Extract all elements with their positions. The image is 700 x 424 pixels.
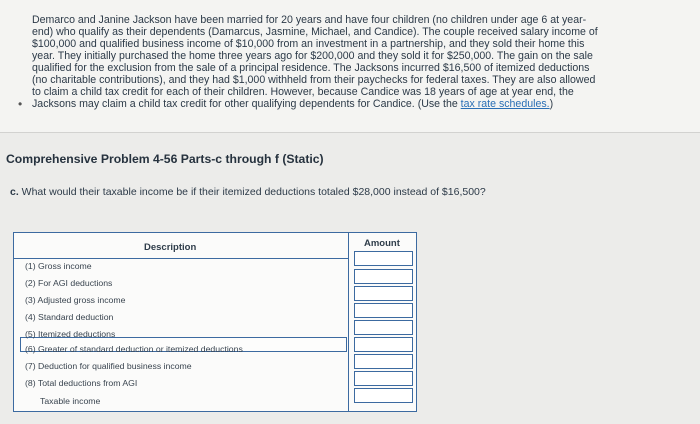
amount-input-qbi-deduction[interactable]: [354, 354, 413, 369]
problem-heading: Comprehensive Problem 4-56 Parts-c through f (Static): [6, 152, 324, 166]
problem-line-prefix: Jacksons may claim a child tax credit for other qualifying dependents for Candice. (Use the: [32, 98, 461, 110]
header-divider: [14, 258, 348, 259]
problem-text: [32, 14, 638, 110]
row-label-gross-income: (1) Gross income: [25, 261, 92, 271]
tax-rate-schedules-link[interactable]: tax rate schedules.: [460, 98, 550, 110]
amount-input-standard-deduction[interactable]: [354, 303, 413, 318]
row-label-itemized-deductions: (5) Itemized deductions: [25, 329, 116, 339]
problem-line-last: [32, 98, 638, 110]
question-text: What would their taxable income be if their itemized deductions totaled $28,000 instead of $16,500?: [18, 186, 486, 198]
problem-line: to claim a child tax credit for each of their children. However, because Candice was 18 years of age at year end, the: [32, 86, 574, 98]
problem-line: qualified for the exclusion from the sale of a principal residence. The Jacksons incurred $16,500 of itemized deductions: [32, 62, 590, 74]
problem-line: Demarco and Janine Jackson have been married for 20 years and have four children (no children under age 6 at year-: [32, 14, 587, 26]
row-label-qbi-deduction: (7) Deduction for qualified business income: [25, 361, 192, 371]
row-label-standard-deduction: (4) Standard deduction: [25, 312, 114, 322]
column-divider: [348, 233, 349, 411]
problem-line: (no charitable contributions), and they had $1,000 withheld from their paychecks for federal taxes. They are also allowed: [32, 74, 596, 86]
row-label-greater-of: (6) Greater of standard deduction or itemized deductions: [25, 344, 243, 354]
bullet-icon: •: [18, 97, 23, 111]
amount-input-agi[interactable]: [354, 286, 413, 301]
amount-input-total-deductions[interactable]: [354, 371, 413, 386]
row-label-for-agi-deductions: (2) For AGI deductions: [25, 278, 113, 288]
header-amount: Amount: [364, 238, 400, 249]
problem-line: year. They initially purchased the home three years ago for $200,000 and they sold it for $250,000. The gain on the sale: [32, 50, 593, 62]
taxable-income-table: [13, 232, 417, 412]
amount-input-gross-income[interactable]: [354, 251, 413, 266]
amount-input-for-agi[interactable]: [354, 269, 413, 284]
amount-input-greater-of[interactable]: [354, 337, 413, 352]
row-label-taxable-income: Taxable income: [40, 396, 101, 406]
row-label-agi: (3) Adjusted gross income: [25, 295, 126, 305]
question-letter: c.: [10, 186, 19, 198]
problem-line: end) who qualify as their dependents (Damarcus, Jasmine, Michael, and Candice). The couple received salary income of: [32, 26, 598, 38]
question-c: [10, 186, 486, 198]
amount-input-itemized-deductions[interactable]: [354, 320, 413, 335]
problem-statement: [0, 0, 700, 133]
amount-input-taxable-income[interactable]: [354, 388, 413, 403]
header-description: Description: [144, 242, 197, 253]
problem-line-suffix: ): [549, 98, 554, 110]
row-label-total-deductions: (8) Total deductions from AGI: [25, 378, 138, 388]
problem-line: $100,000 and qualified business income of $10,000 from an investment in a partnership, and they sold their home this: [32, 38, 585, 50]
